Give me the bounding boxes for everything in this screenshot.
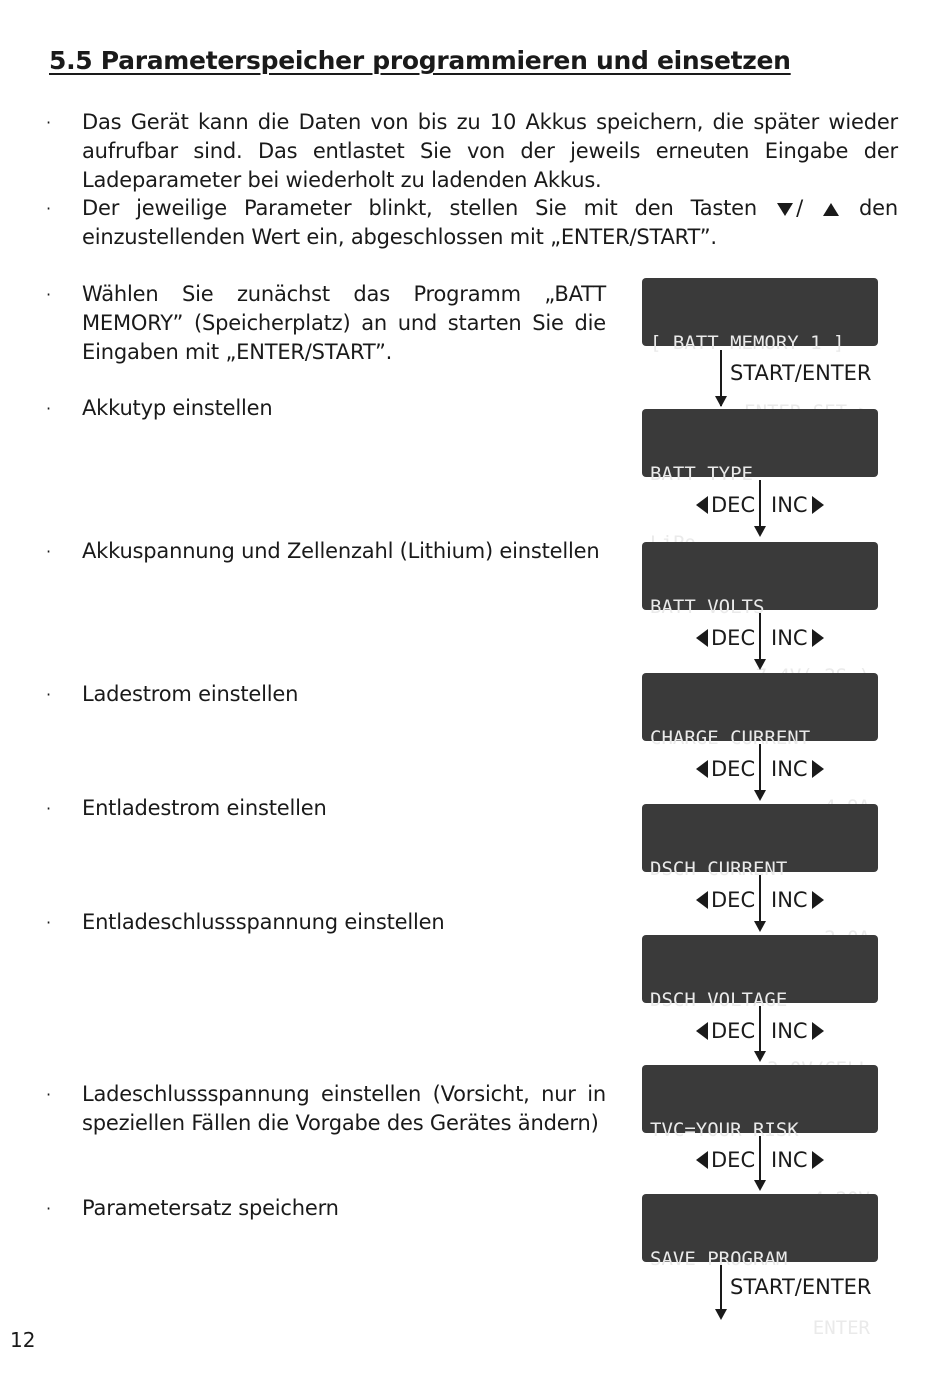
lcd-line-2: ENTER xyxy=(812,1317,870,1339)
flow-arrow-head xyxy=(715,1309,727,1320)
lcd-line-1: [ BATT MEMORY 1 ] xyxy=(650,332,845,354)
step-batt-volts: Akkuspannung und Zellenzahl (Lithium) einstellen xyxy=(82,539,600,563)
bullet-dot: · xyxy=(46,285,52,304)
flow-label-dec: DEC xyxy=(711,493,756,517)
step-dsch-voltage: Entladeschlussspannung einstellen xyxy=(82,910,445,934)
flow-label-inc: INC xyxy=(771,626,808,650)
bullet-dot: · xyxy=(46,399,52,418)
lcd-line-1: TVC=YOUR RISK xyxy=(650,1119,799,1141)
intro-text-after: den einzustellenden Wert ein, abgeschlossen mit „ENTER/START”. xyxy=(82,196,899,249)
flow-label-dec: DEC xyxy=(711,757,756,781)
bullet-dot: · xyxy=(46,199,52,218)
lcd-line-1: SAVE PROGRAM xyxy=(650,1248,788,1270)
section-title: 5.5 Parameterspeicher programmieren und einsetzen xyxy=(49,46,791,75)
lcd-line-1: CHARGE CURRENT xyxy=(650,727,811,749)
step-select-memory: Wählen Sie zunächst das Programm „BATT MEMORY” (Speicherplatz) an und starten Sie die Eingaben mit „ENTER/START”. xyxy=(82,282,606,364)
flow-label-dec: DEC xyxy=(711,1148,756,1172)
lcd-line-1: DSCH CURRENT xyxy=(650,858,788,880)
flow-label-inc: INC xyxy=(771,1019,808,1043)
step-dsch-current: Entladestrom einstellen xyxy=(82,796,327,820)
flow-arrow-head xyxy=(715,396,727,407)
lcd-line-1: DSCH VOLTAGE xyxy=(650,989,788,1011)
bullet-dot: · xyxy=(46,1085,52,1104)
lcd-line-1: BATT VOLTS xyxy=(650,596,765,618)
intro-text-before: Der jeweilige Parameter blinkt, stellen Sie mit den Tasten xyxy=(82,196,758,220)
step-batt-type: Akkutyp einstellen xyxy=(82,396,273,420)
flow-label-dec: DEC xyxy=(711,1019,756,1043)
intro-separator: / xyxy=(796,196,803,220)
flow-label-inc: INC xyxy=(771,493,808,517)
flow-label-start-enter: START/ENTER xyxy=(730,1275,872,1299)
bullet-dot: · xyxy=(46,1199,52,1218)
bullet-dot: · xyxy=(46,113,52,132)
flow-label-dec: DEC xyxy=(711,888,756,912)
page-number: 12 xyxy=(10,1328,36,1352)
step-charge-current: Ladestrom einstellen xyxy=(82,682,299,706)
flow-label-dec: DEC xyxy=(711,626,756,650)
flow-label-inc: INC xyxy=(771,757,808,781)
bullet-dot: · xyxy=(46,913,52,932)
bullet-dot: · xyxy=(46,542,52,561)
lcd-line-1: BATT TYPE xyxy=(650,463,753,485)
step-tvc: Ladeschlussspannung einstellen (Vorsicht, nur in speziellen Fällen die Vorgabe des Gerätes ändern) xyxy=(82,1082,606,1135)
bullet-dot: · xyxy=(46,799,52,818)
flow-label-inc: INC xyxy=(771,888,808,912)
intro-paragraph-1: Das Gerät kann die Daten von bis zu 10 Akkus speichern, die später wieder aufrufbar sind. Das entlastet Sie von der jeweils erneuten Eingabe der Ladeparameter bei wiederholt zu ladenden Akkus. xyxy=(82,110,898,192)
bullet-dot: · xyxy=(46,685,52,704)
flow-label-inc: INC xyxy=(771,1148,808,1172)
flow-label-start-enter: START/ENTER xyxy=(730,361,872,385)
step-save-program: Parametersatz speichern xyxy=(82,1196,339,1220)
